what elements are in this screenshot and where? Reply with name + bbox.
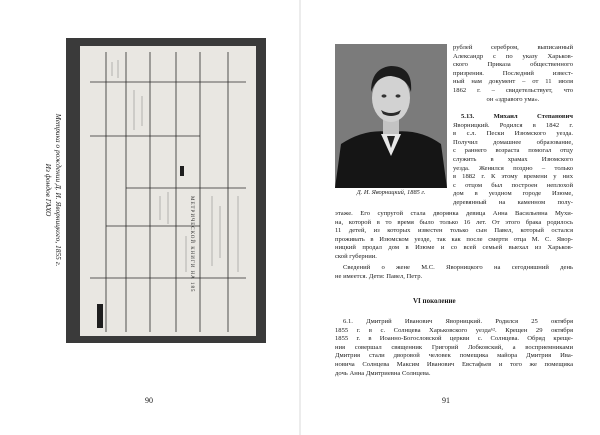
page-number-left: 90 (145, 396, 153, 405)
text-line: 6.1. Дмитрий Иванович Яворницкий. Родился 25 октября (343, 318, 573, 325)
text-line: в с.л. Пески Изюмского уезда. (453, 130, 573, 138)
portrait-figure-graphic (335, 44, 447, 188)
left-page (0, 0, 299, 435)
text-line: Сведений о жене М.С. Яворницкого на сегодняшний день (343, 264, 573, 271)
text-line: 11 детей, из которых известен только сын Павел, который остался (335, 227, 573, 235)
caption-line-1: Метрика о рождении Д. И. Яворницкого, 1855 г. (54, 113, 63, 267)
birth-register-photo (66, 38, 266, 343)
item-513-title: 5.13. Михаил Степанович (461, 113, 573, 120)
text-line: ницкий продал дом в Изюме и со всей семьей выехал из Харьков- (335, 244, 573, 252)
text-line: Александр с по указу Харьков- (453, 52, 573, 60)
register-sheet (80, 46, 256, 336)
page-number-right: 91 (442, 396, 450, 405)
text-line: с раннего возраста помогал отцу (453, 147, 573, 155)
text-line: на, которой в то время было только 16 лет. От этого брака родилось (335, 218, 573, 226)
text-line: деревянный на каменном полу- (453, 198, 573, 206)
text-line: этаже. Его супругой стала дворянка девица Анна Васильевна Мухи- (335, 210, 573, 217)
top-paragraph (453, 44, 573, 104)
text-line: с отцом был построен неплохой (453, 181, 573, 189)
text-line: проживать в Изюмском уезде, так как после смерти отца М. С. Явор- (335, 235, 573, 243)
text-line: 1862 г. – свидетельствует, что (453, 86, 573, 94)
text-line: ный нам документ – от 11 июля (453, 78, 573, 86)
text-line: он «здравого ума». (486, 95, 540, 103)
register-caption (23, 55, 63, 325)
item-61-paragraph (335, 318, 573, 378)
right-page (301, 0, 600, 435)
text-line: Получил домашнее образование, (453, 138, 573, 146)
text-line: 1855 г. в с. Солнцева Харьковского уезда⁶². Крещен 29 октября (335, 326, 573, 334)
text-line: служить в храмах Изюмского (453, 155, 573, 163)
text-line (453, 113, 573, 122)
caption-line-2: Из фондов ГАХО (44, 163, 53, 217)
text-line: ского Приказа общественного (453, 61, 573, 69)
text-line: уезда. Женился поздно – только (453, 164, 573, 172)
portrait-caption: Д. И. Яворницкий, 1885 г. (356, 189, 426, 196)
text-line: в 1882 г. К этому времени у них (453, 173, 573, 181)
text-line: дочь Анна Дмитриевна Солнцева. (335, 369, 431, 377)
text-line: новича Солнцева Максим Иванович Евстафьев и того же помещика (335, 360, 573, 368)
portrait-photo (335, 44, 447, 188)
text-line: ния совершал священник Григорий Лобковский, а восприемниками (335, 343, 573, 351)
info-paragraph (335, 264, 573, 281)
full-width-paragraph (335, 210, 573, 262)
text-line: призрения. Последний извест- (453, 69, 573, 77)
text-line: ской губернии. (335, 252, 377, 260)
item-513-paragraph (453, 113, 573, 208)
text-line: 1855 г. в Иоанно-Богословской церкви с. Солнцева. Обряд креще- (335, 335, 573, 343)
register-header: МЕТРИЧЕСКОЙ КНИГИ НА 185 (189, 196, 194, 293)
text-line: дом в уездном городе Изюме, (453, 190, 573, 198)
text-line: рублей серебром, выписанный (453, 44, 573, 51)
register-table-graphic (80, 46, 256, 336)
text-line: Яворницкий. Родился в 1842 г. (453, 121, 573, 129)
text-line: Дмитрия стали дворовой человек помещика майора Дмитрия Ива- (335, 352, 573, 360)
section-title: VI поколение (413, 297, 456, 305)
text-line: не имеется. Дети: Павел, Петр. (335, 272, 423, 280)
